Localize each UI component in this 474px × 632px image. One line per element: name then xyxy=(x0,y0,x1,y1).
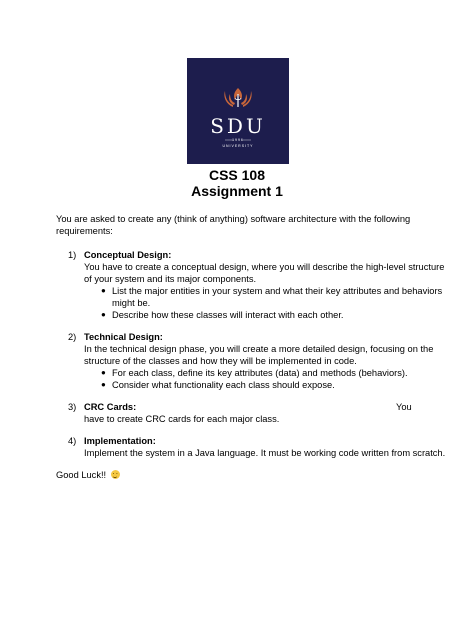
section-heading: Technical Design: xyxy=(84,332,163,342)
section-heading: CRC Cards: xyxy=(84,402,137,412)
section-line: have to create CRC cards for each major class. xyxy=(84,414,280,424)
university-logo xyxy=(187,58,289,164)
bullet-line: For each class, define its key attributes (data) and methods (behaviors). xyxy=(112,368,408,378)
closing-line xyxy=(56,469,120,481)
intro-line: requirements: xyxy=(56,226,113,236)
section-number: 2) xyxy=(68,332,77,342)
bullet-line: List the major entities in your system and what their key attributes and behaviors xyxy=(112,286,443,296)
section-heading: Implementation: xyxy=(84,436,156,446)
intro-line: You are asked to create any (think of anything) software architecture with the following xyxy=(56,214,411,224)
bullet-line: might be. xyxy=(112,298,151,308)
section-heading-trailing: You xyxy=(396,402,412,412)
bullet-icon: ● xyxy=(101,368,106,377)
section-number: 3) xyxy=(68,402,77,412)
bullet-line: Consider what functionality each class should expose. xyxy=(112,380,335,390)
sdu-emblem-icon xyxy=(187,58,289,164)
section-line: of your system and its major components. xyxy=(84,274,257,284)
section-line: In the technical design phase, you will create a more detailed design, focusing on the xyxy=(84,344,434,354)
bullet-icon: ● xyxy=(101,380,106,389)
section-number: 1) xyxy=(68,250,77,260)
bullet-line: Describe how these classes will interact with each other. xyxy=(112,310,344,320)
assignment-title: Assignment 1 xyxy=(191,183,283,199)
course-code: CSS 108 xyxy=(208,167,266,183)
section-number: 4) xyxy=(68,436,77,446)
logo-year: 1996 xyxy=(232,138,244,142)
section-line: structure of the classes and how they will be implemented in code. xyxy=(84,356,357,366)
closing-text: Good Luck!! xyxy=(56,470,107,480)
logo-wordmark: SDU xyxy=(210,114,266,138)
section-line: Implement the system in a Java language. It must be working code written from scratch. xyxy=(84,448,446,458)
bullet-icon: ● xyxy=(101,286,106,295)
smiling-face-emoji-icon xyxy=(111,470,120,479)
section-heading: Conceptual Design: xyxy=(84,250,172,260)
bullet-icon: ● xyxy=(101,310,106,319)
logo-subtitle: UNIVERSITY xyxy=(222,144,254,148)
intro-paragraph xyxy=(56,213,410,237)
section-line: You have to create a conceptual design, where you will describe the high-level structure xyxy=(84,262,445,272)
